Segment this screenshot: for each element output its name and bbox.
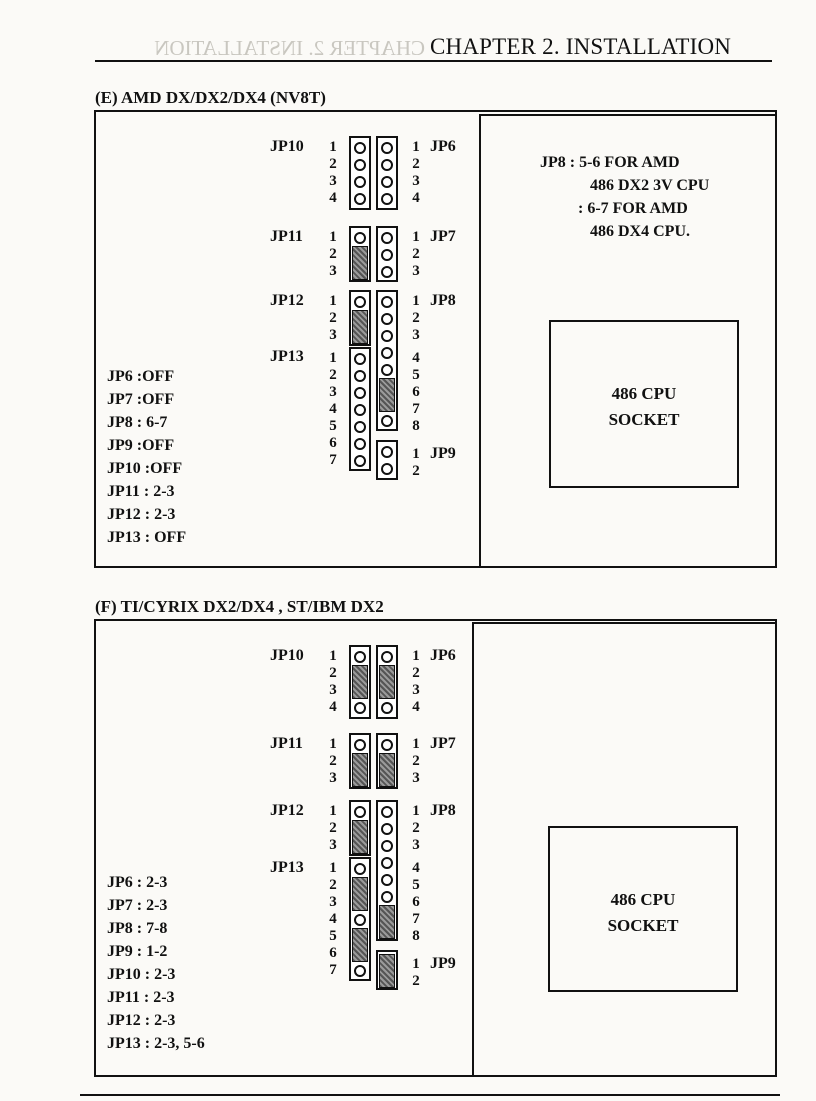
jumper-cap xyxy=(379,954,395,988)
setting-item: JP9 :OFF xyxy=(107,437,175,454)
jp13-header-strip xyxy=(349,347,371,471)
footer-rule xyxy=(80,1094,780,1096)
jp7-header-strip xyxy=(376,226,398,282)
jp8-note-line-4: 486 DX4 CPU. xyxy=(590,223,690,240)
setting-item: JP6 : 2-3 xyxy=(107,874,168,891)
jumper-cap xyxy=(379,905,395,939)
label-jp10: JP10 xyxy=(270,647,304,664)
label-jp7: JP7 xyxy=(430,735,456,752)
label-jp11: JP11 xyxy=(270,735,303,752)
section-e-settings-list xyxy=(107,365,186,549)
jumper-cap xyxy=(352,246,368,280)
jumper-cap xyxy=(352,820,368,854)
label-jp13: JP13 xyxy=(270,859,304,876)
jp11-header-strip xyxy=(349,733,371,789)
jp6-header-strip xyxy=(376,645,398,719)
label-jp13: JP13 xyxy=(270,348,304,365)
jumper-cap xyxy=(379,378,395,412)
label-jp11: JP11 xyxy=(270,228,303,245)
header-rule xyxy=(95,60,772,62)
setting-item: JP13 : 2-3, 5-6 xyxy=(107,1035,205,1052)
label-jp8: JP8 xyxy=(430,802,456,819)
jp8-note-line-1: JP8 : 5-6 FOR AMD xyxy=(540,154,680,171)
jumper-cap xyxy=(352,928,368,962)
setting-item: JP12 : 2-3 xyxy=(107,1012,176,1029)
section-e-title: (E) AMD DX/DX2/DX4 (NV8T) xyxy=(95,88,326,107)
jp12-header-strip xyxy=(349,290,371,346)
jp8-header-strip xyxy=(376,290,398,431)
label-jp10: JP10 xyxy=(270,138,304,155)
setting-item: JP8 : 7-8 xyxy=(107,920,168,937)
setting-item: JP7 : 2-3 xyxy=(107,897,168,914)
setting-item: JP10 : 2-3 xyxy=(107,966,176,983)
section-f-title: (F) TI/CYRIX DX2/DX4 , ST/IBM DX2 xyxy=(95,597,384,616)
setting-item: JP8 : 6-7 xyxy=(107,414,168,431)
cpu-socket: 486 CPU SOCKET xyxy=(549,320,739,488)
bleed-through-header: CHAPTER 2. INSTALLATION xyxy=(154,36,425,60)
jp12-header-strip xyxy=(349,800,371,856)
label-jp6: JP6 xyxy=(430,138,456,155)
label-jp12: JP12 xyxy=(270,802,304,819)
jp10-header-strip xyxy=(349,136,371,210)
setting-item: JP6 :OFF xyxy=(107,368,175,385)
label-jp8: JP8 xyxy=(430,292,456,309)
label-jp9: JP9 xyxy=(430,955,456,972)
jumper-cap xyxy=(352,753,368,787)
jp11-header-strip xyxy=(349,226,371,282)
setting-item: JP9 : 1-2 xyxy=(107,943,168,960)
setting-item: JP11 : 2-3 xyxy=(107,483,175,500)
jumper-cap xyxy=(379,753,395,787)
cpu-socket: 486 CPU SOCKET xyxy=(548,826,738,992)
page-header-title: CHAPTER 2. INSTALLATION xyxy=(430,34,732,59)
jp10-header-strip xyxy=(349,645,371,719)
label-jp7: JP7 xyxy=(430,228,456,245)
jumper-cap xyxy=(352,665,368,699)
jp9-header-strip xyxy=(376,950,398,990)
label-jp9: JP9 xyxy=(430,445,456,462)
jp13-header-strip xyxy=(349,857,371,981)
setting-item: JP13 : OFF xyxy=(107,529,187,546)
jp6-header-strip xyxy=(376,136,398,210)
jp8-note-line-3: : 6-7 FOR AMD xyxy=(578,200,688,217)
jumper-cap xyxy=(352,877,368,911)
label-jp6: JP6 xyxy=(430,647,456,664)
setting-item: JP10 :OFF xyxy=(107,460,183,477)
jumper-cap xyxy=(352,310,368,344)
label-jp12: JP12 xyxy=(270,292,304,309)
setting-item: JP12 : 2-3 xyxy=(107,506,176,523)
jp8-header-strip xyxy=(376,800,398,941)
jp9-header-strip xyxy=(376,440,398,480)
jp8-note-line-2: 486 DX2 3V CPU xyxy=(590,177,710,194)
setting-item: JP7 :OFF xyxy=(107,391,175,408)
jp7-header-strip xyxy=(376,733,398,789)
jumper-cap xyxy=(379,665,395,699)
section-f-settings-list xyxy=(107,871,205,1055)
setting-item: JP11 : 2-3 xyxy=(107,989,175,1006)
